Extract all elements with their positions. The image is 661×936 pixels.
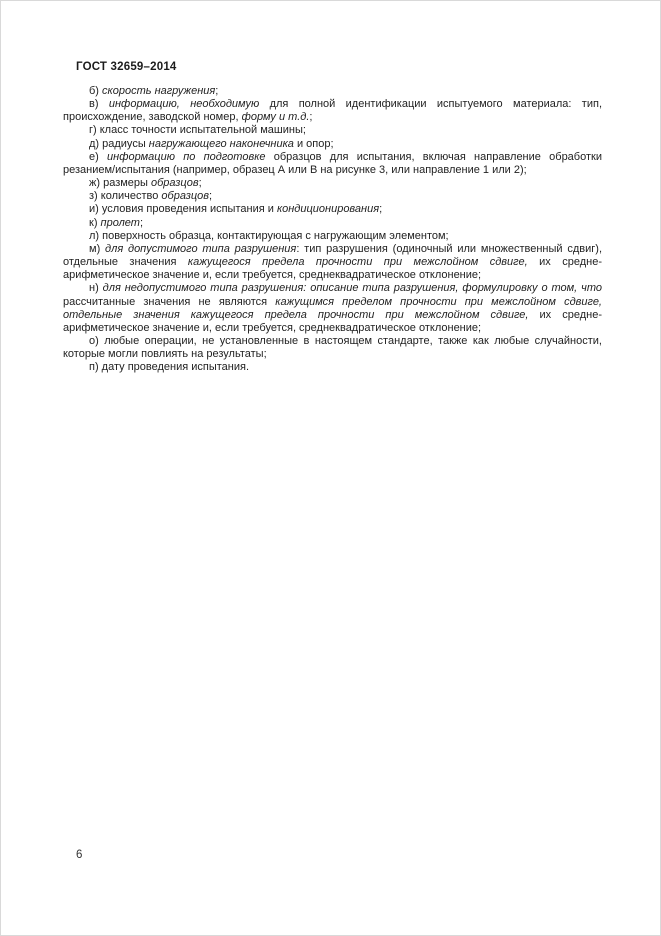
text-run: п) дату проведения испытания.: [89, 361, 250, 374]
paragraph-z: [63, 190, 602, 203]
text-run: з) количество: [89, 190, 162, 203]
paragraph-i: [63, 203, 602, 216]
paragraph-b: [63, 85, 602, 98]
paragraph-p: [63, 361, 602, 374]
italic-text-run: информацию, необходимую: [108, 98, 260, 111]
paragraph-v: [63, 98, 602, 124]
text-run: л) поверхность образца, контактирующая с нагружающим элементом;: [89, 229, 449, 242]
paragraph-k: [63, 217, 602, 230]
paragraph-d: [63, 138, 602, 151]
text-run: ;: [139, 216, 144, 229]
text-run: : тип разрушения (одиночный или множественный сдвиг), отдельные значения: [63, 242, 602, 269]
text-run: их среднеарифметическое значение и, если требуется, среднеквадратическое отклонение;: [63, 256, 602, 282]
text-run: и опор;: [293, 137, 334, 150]
text-run: для полной идентификации испытуемого материала: тип, происхождение, заводской номер,: [63, 98, 602, 124]
italic-text-run: пролет: [100, 216, 140, 229]
paragraph-l: [63, 230, 602, 243]
text-run: ;: [198, 177, 202, 190]
paragraph-n: [63, 282, 602, 335]
text-run: ;: [215, 85, 219, 97]
paragraph-e: [63, 151, 602, 177]
italic-text-run: образцов: [161, 190, 209, 203]
text-run: о) любые операции, не установленные в настоящем стандарте, также как любые случайности, которые могли повлиять на результаты;: [63, 334, 602, 361]
text-run: е): [89, 150, 108, 163]
italic-text-run: для допустимого типа разрушения: [105, 242, 297, 255]
document-header: ГОСТ 32659–2014: [76, 61, 177, 73]
italic-text-run: форму и т.д.: [241, 111, 310, 124]
text-run: их среднеарифметическое значение и, если требуется, среднеквадратическое отклонение;: [63, 308, 602, 334]
document-body: [63, 85, 602, 374]
text-run: к): [89, 216, 101, 229]
page-number: 6: [76, 849, 83, 861]
text-run: ж) размеры: [89, 177, 151, 190]
text-run: рассчитанные значения не являются: [63, 295, 276, 308]
italic-text-run: кажущимся пределом прочности при межслойном сдвиге, отдельные значения кажущегося предела прочности при межслойном сдвиге,: [63, 295, 602, 321]
italic-text-run: для недопустимого типа разрушения: описание типа разрушения, формулировку о том, что: [102, 282, 602, 295]
paragraph-o: [63, 335, 602, 361]
text-run: ;: [208, 190, 213, 203]
italic-text-run: кондиционирования: [276, 203, 380, 216]
text-run: б): [89, 85, 103, 97]
italic-text-run: информацию по подготовке: [107, 150, 266, 163]
text-run: ;: [379, 203, 383, 216]
paragraph-m: [63, 243, 602, 282]
text-run: д) радиусы: [89, 137, 149, 150]
text-run: образцов для испытания, включая направление обработки резанием/испытания (например, образец А или В на рисунке 3, или направление 1 или 2);: [63, 150, 602, 176]
italic-text-run: нагружающего наконечника: [148, 137, 294, 150]
text-run: м): [89, 242, 106, 255]
paragraph-zh: [63, 177, 602, 190]
paragraph-g: [63, 124, 602, 137]
italic-text-run: скорость нагружения: [102, 85, 216, 97]
text-run: г) класс точности испытательной машины;: [89, 124, 306, 137]
text-run: н): [89, 282, 103, 295]
text-run: ;: [309, 111, 313, 124]
text-run: в): [89, 98, 109, 111]
italic-text-run: кажущегося предела прочности при межслойном сдвиге,: [187, 256, 528, 269]
italic-text-run: образцов: [151, 177, 199, 190]
text-run: и) условия проведения испытания и: [89, 203, 277, 216]
